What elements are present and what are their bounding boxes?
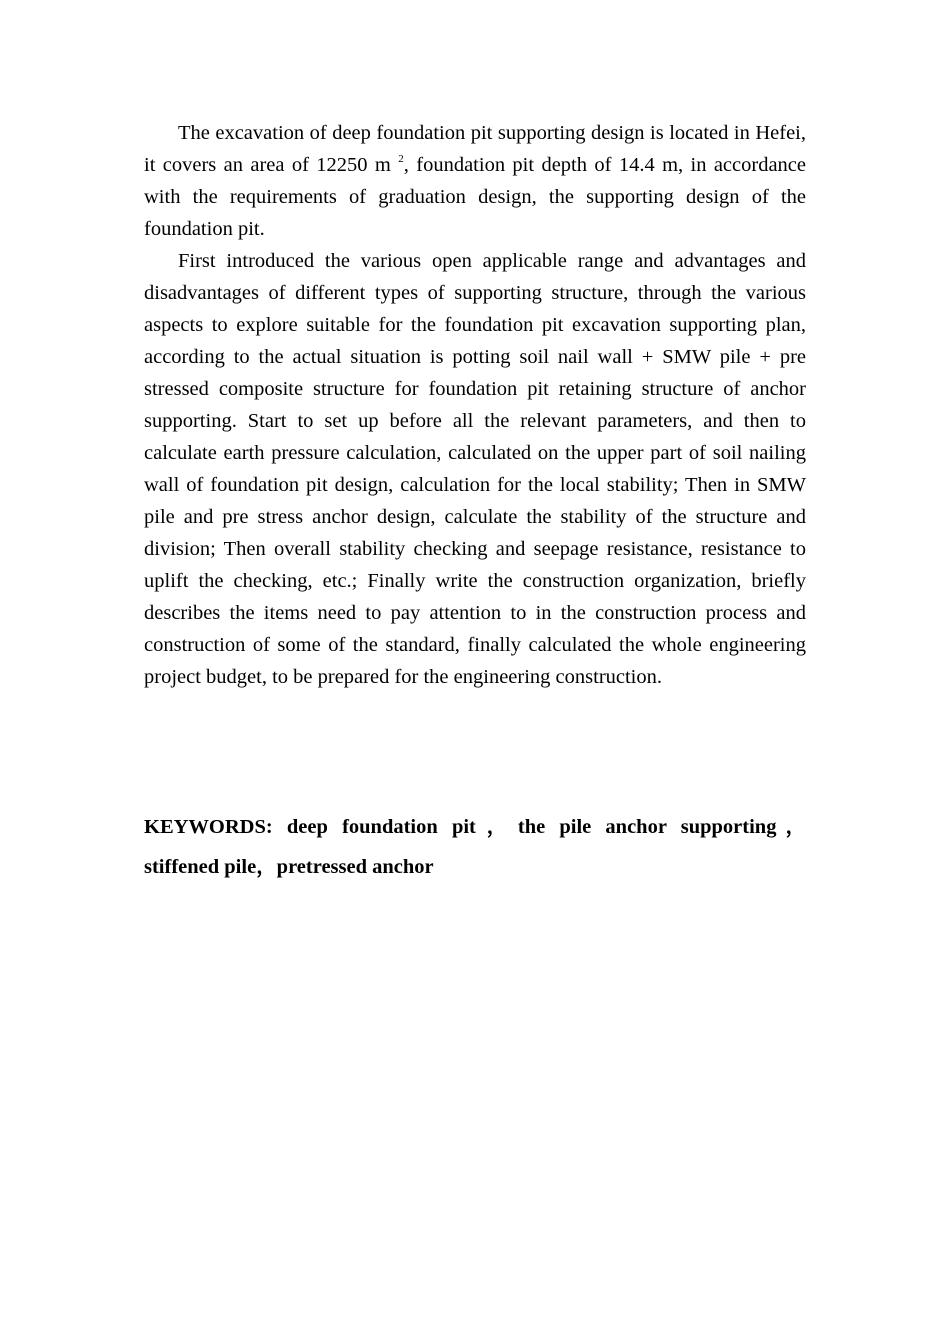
keyword-separator: ， <box>486 816 508 838</box>
paragraph-1-text-continued: , foundation pit depth of 14.4 m, in accordance with the requirements of graduation design, the supporting design of the foundation pit. <box>144 154 806 240</box>
abstract-body <box>144 117 806 693</box>
keyword-separator: ， <box>256 856 277 878</box>
abstract-paragraph-2: First introduced the various open applicable range and advantages and disadvantages of different types of supporting structure, through the various aspects to explore suitable for the foundation pit excavation supporting plan, according to the actual situation is potting soil nail wall + SMW pile + pre stressed composite structure for foundation pit retaining structure of anchor supporting. Start to set up before all the relevant parameters, and then to calculate earth pressure calculation, calculated on the upper part of soil nailing wall of foundation pit design, calculation for the local stability; Then in SMW pile and pre stress anchor design, calculate the stability of the structure and division; Then overall stability checking and seepage resistance, resistance to uplift the checking, etc.; Finally write the construction organization, briefly describes the items need to pay attention to in the construction process and construction of some of the standard, finally calculated the whole engineering project budget, to be prepared for the engineering construction. <box>144 250 806 688</box>
keyword-separator: ， <box>776 816 806 838</box>
keywords-line <box>144 807 806 887</box>
paragraph-1-text: The excavation of deep foundation pit supporting design is located in Hefei, it covers an area of 12250 m <box>144 122 806 176</box>
keyword-1: deep foundation pit <box>286 816 476 838</box>
keyword-2: the pile anchor supporting <box>517 816 777 838</box>
area-unit-superscript: 2 <box>398 153 404 165</box>
keyword-4: pretressed anchor <box>276 856 434 878</box>
keyword-3: stiffened pile <box>144 856 257 878</box>
abstract-paragraph-1 <box>144 117 806 245</box>
keywords-label: KEYWORDS: <box>144 816 273 838</box>
